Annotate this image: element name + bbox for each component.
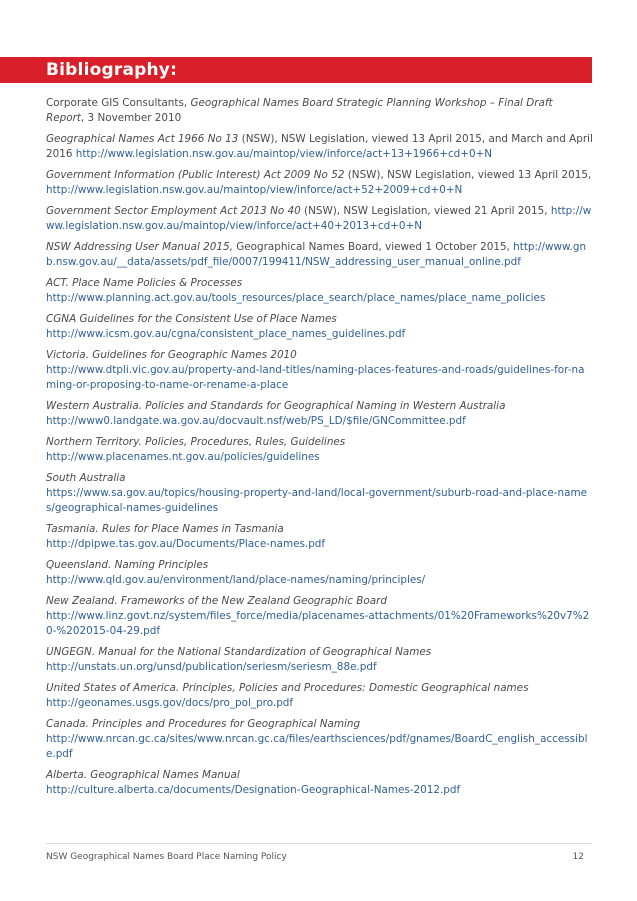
entry-link[interactable]: http://www0.landgate.wa.gov.au/docvault.nsf/web/PS_LD/$file/GNCommittee.pdf (46, 415, 466, 427)
bibliography-entry (46, 276, 594, 306)
bibliography-entry (46, 558, 594, 588)
bibliography-entry (46, 348, 594, 393)
entry-link[interactable]: http://www.gnb.nsw.gov.au/__data/assets/pdf_file/0007/199411/NSW_addressing_user_manual_online.pdf (46, 241, 587, 268)
entry-link[interactable]: http://www.planning.act.gov.au/tools_resources/place_search/place_names/place_name_policies (46, 292, 546, 304)
bibliography-entry (46, 240, 594, 270)
bibliography-entry (46, 645, 594, 675)
bibliography-entry (46, 717, 594, 762)
entry-details: (NSW), NSW Legislation, viewed 13 April 2015, (344, 169, 592, 181)
bibliography-entry (46, 681, 594, 711)
entry-link[interactable]: http://www.legislation.nsw.gov.au/maintop/view/inforce/act+13+1966+cd+0+N (75, 148, 493, 160)
entry-link[interactable]: http://www.nrcan.gc.ca/sites/www.nrcan.gc.ca/files/earthsciences/pdf/gnames/BoardC_english_accessible.pdf (46, 733, 588, 760)
entry-details: , 3 November 2010 (80, 112, 182, 124)
entry-link[interactable]: http://www.linz.govt.nz/system/files_force/media/placenames-attachments/01%20Frameworks%20v7%20-%202015-04-29.pdf (46, 610, 590, 637)
entry-details: (NSW), NSW Legislation, viewed 21 April 2015, (300, 205, 551, 217)
entry-title: Geographical Names Board Strategic Planning Workshop – Final Draft Report (46, 97, 553, 124)
bibliography-list (46, 96, 594, 804)
bibliography-entry (46, 96, 594, 126)
entry-title: UNGEGN. Manual for the National Standardization of Geographical Names (46, 646, 432, 658)
entry-link[interactable]: http://culture.alberta.ca/documents/Designation-Geographical-Names-2012.pdf (46, 784, 461, 796)
page-number: 12 (572, 852, 584, 862)
entry-title: United States of America. Principles, Policies and Procedures: Domestic Geographical names (46, 682, 529, 694)
bibliography-entry (46, 168, 594, 198)
entry-title: Canada. Principles and Procedures for Geographical Naming (46, 718, 361, 730)
bibliography-entry (46, 399, 594, 429)
entry-link[interactable]: http://unstats.un.org/unsd/publication/seriesm/seriesm_88e.pdf (46, 661, 377, 673)
entry-title: South Australia (46, 472, 126, 484)
entry-title: CGNA Guidelines for the Consistent Use of Place Names (46, 313, 337, 325)
entry-link[interactable]: http://dpipwe.tas.gov.au/Documents/Place-names.pdf (46, 538, 326, 550)
entry-title: Alberta. Geographical Names Manual (46, 769, 240, 781)
bibliography-entry (46, 312, 594, 342)
section-heading: Bibliography: (46, 60, 178, 80)
entry-link[interactable]: http://geonames.usgs.gov/docs/pro_pol_pro.pdf (46, 697, 294, 709)
bibliography-entry (46, 471, 594, 516)
entry-link[interactable]: http://www.legislation.nsw.gov.au/maintop/view/inforce/act+40+2013+cd+0+N (46, 205, 592, 232)
entry-link[interactable]: http://www.dtpli.vic.gov.au/property-and-land-titles/naming-places-features-and-roads/guidelines-for-naming-or-proposing-to-name-or-rename-a-place (46, 364, 585, 391)
entry-title: Western Australia. Policies and Standards for Geographical Naming in Western Australia (46, 400, 506, 412)
entry-link[interactable]: http://www.placenames.nt.gov.au/policies/guidelines (46, 451, 320, 463)
footer-document-title: NSW Geographical Names Board Place Naming Policy (46, 852, 287, 862)
bibliography-entry (46, 132, 594, 162)
entry-title: Queensland. Naming Principles (46, 559, 209, 571)
entry-title: New Zealand. Frameworks of the New Zealand Geographic Board (46, 595, 387, 607)
entry-title: Northern Territory. Policies, Procedures, Rules, Guidelines (46, 436, 346, 448)
entry-title: NSW Addressing User Manual 2015, (46, 241, 233, 253)
bibliography-entry (46, 768, 594, 798)
entry-details: Geographical Names Board, viewed 1 October 2015, (232, 241, 514, 253)
section-header-banner (0, 57, 592, 83)
entry-title: ACT. Place Name Policies & Processes (46, 277, 243, 289)
entry-link[interactable]: https://www.sa.gov.au/topics/housing-property-and-land/local-government/suburb-road-and-place-names/geographical-names-guidelines (46, 487, 587, 514)
entry-title: Government Information (Public Interest) Act 2009 No 52 (46, 169, 345, 181)
entry-link[interactable]: http://www.icsm.gov.au/cgna/consistent_place_names_guidelines.pdf (46, 328, 406, 340)
entry-link[interactable]: http://www.legislation.nsw.gov.au/maintop/view/inforce/act+52+2009+cd+0+N (46, 184, 463, 196)
entry-title: Victoria. Guidelines for Geographic Names 2010 (46, 349, 297, 361)
entry-title: Tasmania. Rules for Place Names in Tasmania (46, 523, 284, 535)
bibliography-entry (46, 204, 594, 234)
footer-divider (46, 843, 592, 844)
entry-title: Government Sector Employment Act 2013 No 40 (46, 205, 301, 217)
bibliography-entry (46, 594, 594, 639)
bibliography-entry (46, 435, 594, 465)
entry-title: Geographical Names Act 1966 No 13 (46, 133, 239, 145)
entry-link[interactable]: http://www.qld.gov.au/environment/land/place-names/naming/principles/ (46, 574, 426, 586)
entry-author: Corporate GIS Consultants, (46, 97, 191, 109)
bibliography-entry (46, 522, 594, 552)
entry-details: (NSW), NSW Legislation, viewed 13 April 2015, and March and April 2016 (46, 133, 593, 160)
